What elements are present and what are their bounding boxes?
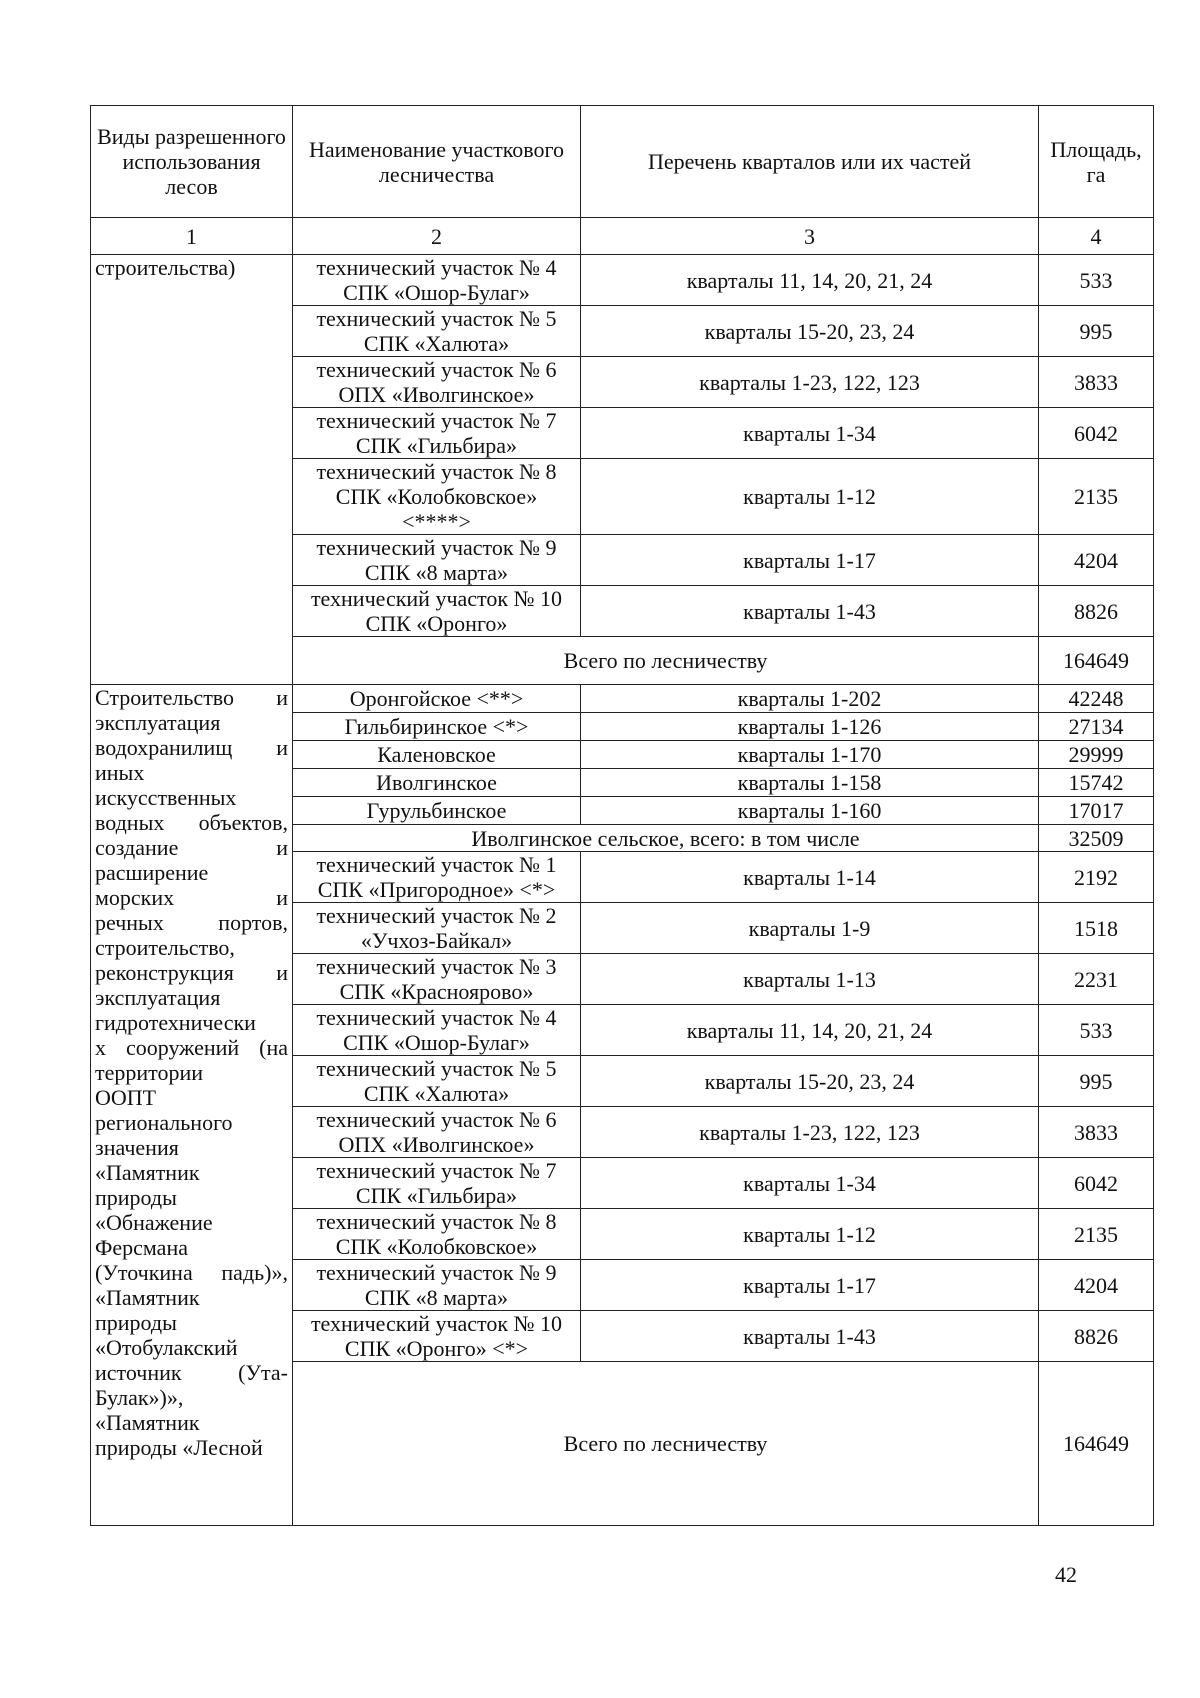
- forestry-name-cell: [293, 1158, 581, 1209]
- land-use-line: (Уточкина падь)»,: [95, 1260, 288, 1285]
- forestry-name-line: технический участок № 7: [316, 408, 557, 433]
- forestry-row: [91, 685, 1154, 713]
- forestry-name-cell: [293, 1209, 581, 1260]
- land-use-line: строительство,: [95, 935, 235, 960]
- forestry-name-line: технический участок № 2: [316, 903, 557, 928]
- land-use-line: территории: [95, 1060, 204, 1085]
- forestry-name-cell: [293, 903, 581, 954]
- land-use-line: «Памятник: [95, 1160, 200, 1185]
- land-use-line: Булак»)»,: [95, 1385, 184, 1410]
- forestry-name-cell: [293, 535, 581, 586]
- quarters-cell: кварталы 1-34: [581, 1158, 1039, 1209]
- land-use-cell: строительства): [91, 255, 293, 685]
- quarters-cell: кварталы 1-23, 122, 123: [581, 357, 1039, 408]
- area-cell: 533: [1039, 1005, 1154, 1056]
- area-cell: 29999: [1039, 741, 1154, 769]
- forestry-name-line: технический участок № 7: [316, 1158, 557, 1183]
- land-use-line: «Памятник: [95, 1285, 200, 1310]
- land-use-line: природы: [95, 1185, 177, 1210]
- land-use-line: х сооружений (на: [95, 1035, 288, 1060]
- forestry-name-cell: [293, 1056, 581, 1107]
- quarters-cell: кварталы 1-17: [581, 535, 1039, 586]
- land-use-line: морских и: [95, 885, 288, 910]
- area-cell: 995: [1039, 306, 1154, 357]
- quarters-cell: кварталы 1-158: [581, 769, 1039, 797]
- forestry-name-cell: [293, 852, 581, 903]
- forestry-name-line: ОПХ «Иволгинское»: [338, 1132, 535, 1157]
- quarters-cell: кварталы 1-202: [581, 685, 1039, 713]
- forestry-name-line: СПК «Оронго»: [365, 611, 508, 636]
- quarters-cell: кварталы 1-43: [581, 1311, 1039, 1362]
- forestry-table: [90, 105, 1154, 1526]
- area-cell: 2135: [1039, 1209, 1154, 1260]
- quarters-cell: кварталы 1-170: [581, 741, 1039, 769]
- forestry-name-line: технический участок № 10: [310, 1311, 563, 1336]
- column-number: 4: [1039, 218, 1154, 255]
- quarters-cell: кварталы 1-14: [581, 852, 1039, 903]
- land-use-line: реконструкция и: [95, 960, 288, 985]
- area-cell: 995: [1039, 1056, 1154, 1107]
- forestry-name-cell: Оронгойское <**>: [293, 685, 581, 713]
- page-number: 42: [1055, 1562, 1077, 1587]
- land-use-line: природы «Лесной: [95, 1435, 263, 1460]
- total-label: Всего по лесничеству: [293, 1362, 1039, 1526]
- forestry-name-cell: [293, 255, 581, 306]
- land-use-line: иных: [95, 760, 145, 785]
- forestry-name-line: СПК «Колобковское»: [335, 1234, 538, 1259]
- forestry-name-line: технический участок № 4: [316, 1005, 557, 1030]
- area-cell: 2231: [1039, 954, 1154, 1005]
- quarters-cell: кварталы 1-17: [581, 1260, 1039, 1311]
- land-use-line: «Памятник: [95, 1410, 200, 1435]
- total-label: Всего по лесничеству: [293, 637, 1039, 685]
- forestry-name-line: СПК «Халюта»: [363, 331, 510, 356]
- column-number: 2: [293, 218, 581, 255]
- area-cell: 2135: [1039, 459, 1154, 535]
- forestry-name-line: СПК «8 марта»: [364, 560, 509, 585]
- quarters-cell: кварталы 1-12: [581, 459, 1039, 535]
- land-use-line: эксплуатация: [95, 710, 221, 735]
- forestry-name-cell: [293, 586, 581, 637]
- area-cell: 6042: [1039, 408, 1154, 459]
- forestry-name-line: технический участок № 8: [316, 1209, 557, 1234]
- forestry-name-line: СПК «Ошор-Булаг»: [343, 280, 530, 305]
- quarters-cell: кварталы 1-13: [581, 954, 1039, 1005]
- forestry-name-line: ОПХ «Иволгинское»: [338, 382, 535, 407]
- forestry-name-cell: Гильбиринское <*>: [293, 713, 581, 741]
- area-cell: 15742: [1039, 769, 1154, 797]
- forestry-name-cell: [293, 1107, 581, 1158]
- land-use-line: ООПТ: [95, 1085, 157, 1110]
- area-cell: 8826: [1039, 1311, 1154, 1362]
- quarters-cell: кварталы 1-126: [581, 713, 1039, 741]
- forestry-name-line: СПК «Красноярово»: [339, 979, 534, 1004]
- forestry-name-line: технический участок № 9: [316, 535, 557, 560]
- column-number: 3: [581, 218, 1039, 255]
- forestry-name-cell: [293, 954, 581, 1005]
- land-use-line: природы: [95, 1310, 177, 1335]
- land-use-line: «Обнажение: [95, 1210, 213, 1235]
- land-use-line: Ферсмана: [95, 1235, 188, 1260]
- area-cell: 42248: [1039, 685, 1154, 713]
- land-use-line: регионального: [95, 1110, 233, 1135]
- header-land-use: Виды разрешенного использования лесов: [91, 106, 293, 218]
- quarters-cell: кварталы 1-34: [581, 408, 1039, 459]
- land-use-line: искусственных: [95, 785, 237, 810]
- land-use-line: водохранилищ и: [95, 735, 288, 760]
- quarters-cell: кварталы 1-12: [581, 1209, 1039, 1260]
- forestry-name-line: СПК «Гильбира»: [355, 1183, 518, 1208]
- forestry-name-line: технический участок № 6: [316, 357, 557, 382]
- land-use-line: Строительство и: [95, 685, 288, 710]
- forestry-name-line: СПК «Гильбира»: [355, 433, 518, 458]
- area-cell: 3833: [1039, 1107, 1154, 1158]
- table-row: [91, 255, 1154, 306]
- area-cell: 6042: [1039, 1158, 1154, 1209]
- land-use-line: значения: [95, 1135, 179, 1160]
- forestry-name-line: технический участок № 5: [316, 1056, 557, 1081]
- forestry-name-line: технический участок № 8: [316, 459, 557, 484]
- area-cell: 533: [1039, 255, 1154, 306]
- forestry-name-line: «Учхоз-Байкал»: [360, 928, 513, 953]
- forestry-name-line: СПК «Колобковское»: [335, 484, 538, 509]
- area-cell: 8826: [1039, 586, 1154, 637]
- forestry-name-line: технический участок № 1: [316, 852, 557, 877]
- subtotal-label: Иволгинское сельское, всего: в том числе: [293, 825, 1039, 852]
- forestry-name-line: <****>: [402, 509, 471, 534]
- land-use-line: речных портов,: [95, 910, 288, 935]
- forestry-name-cell: [293, 1005, 581, 1056]
- area-cell: 4204: [1039, 535, 1154, 586]
- forestry-name-cell: [293, 408, 581, 459]
- forestry-name-line: технический участок № 3: [316, 954, 557, 979]
- forestry-name-line: технический участок № 5: [316, 306, 557, 331]
- area-cell: 2192: [1039, 852, 1154, 903]
- forestry-name-line: СПК «Ошор-Булаг»: [343, 1030, 530, 1055]
- forestry-name-line: СПК «Халюта»: [363, 1081, 510, 1106]
- forestry-name-line: СПК «8 марта»: [364, 1285, 509, 1310]
- land-use-line: водных объектов,: [95, 810, 288, 835]
- land-use-line: источник (Ута-: [95, 1360, 288, 1385]
- forestry-name-line: технический участок № 4: [316, 255, 557, 280]
- forestry-name-line: технический участок № 9: [316, 1260, 557, 1285]
- column-number: 1: [91, 218, 293, 255]
- land-use-line: эксплуатация: [95, 985, 221, 1010]
- forestry-name-cell: Каленовское: [293, 741, 581, 769]
- area-cell: 17017: [1039, 797, 1154, 825]
- subtotal-value: 32509: [1039, 825, 1154, 852]
- header-area: Площадь, га: [1039, 106, 1154, 218]
- forestry-name-cell: Гурульбинское: [293, 797, 581, 825]
- header-forestry-name: Наименование участкового лесничества: [293, 106, 581, 218]
- quarters-cell: кварталы 11, 14, 20, 21, 24: [581, 1005, 1039, 1056]
- forestry-name-line: технический участок № 6: [316, 1107, 557, 1132]
- quarters-cell: кварталы 11, 14, 20, 21, 24: [581, 255, 1039, 306]
- land-use-line: создание и: [95, 835, 288, 860]
- quarters-cell: кварталы 1-160: [581, 797, 1039, 825]
- area-cell: 27134: [1039, 713, 1154, 741]
- area-cell: 3833: [1039, 357, 1154, 408]
- quarters-cell: кварталы 1-9: [581, 903, 1039, 954]
- forestry-name-cell: [293, 1311, 581, 1362]
- land-use-line: расширение: [95, 860, 209, 885]
- quarters-cell: кварталы 15-20, 23, 24: [581, 1056, 1039, 1107]
- forestry-name-cell: [293, 357, 581, 408]
- forestry-name-line: СПК «Оронго» <*>: [344, 1336, 529, 1361]
- land-use-cell: [91, 685, 293, 1526]
- land-use-line: «Отобулакский: [95, 1335, 238, 1360]
- forestry-name-line: технический участок № 10: [310, 586, 563, 611]
- area-cell: 4204: [1039, 1260, 1154, 1311]
- header-row: [91, 106, 1154, 218]
- area-cell: 1518: [1039, 903, 1154, 954]
- forestry-name-cell: [293, 1260, 581, 1311]
- column-number-row: [91, 218, 1154, 255]
- forestry-name-line: СПК «Пригородное» <*>: [317, 877, 556, 902]
- forestry-name-cell: Иволгинское: [293, 769, 581, 797]
- quarters-cell: кварталы 1-23, 122, 123: [581, 1107, 1039, 1158]
- forestry-name-cell: [293, 459, 581, 535]
- quarters-cell: кварталы 15-20, 23, 24: [581, 306, 1039, 357]
- total-value: 164649: [1039, 637, 1154, 685]
- land-use-line: гидротехнически: [95, 1010, 256, 1035]
- forestry-name-cell: [293, 306, 581, 357]
- header-quarters: Перечень кварталов или их частей: [581, 106, 1039, 218]
- total-value: 164649: [1039, 1362, 1154, 1526]
- quarters-cell: кварталы 1-43: [581, 586, 1039, 637]
